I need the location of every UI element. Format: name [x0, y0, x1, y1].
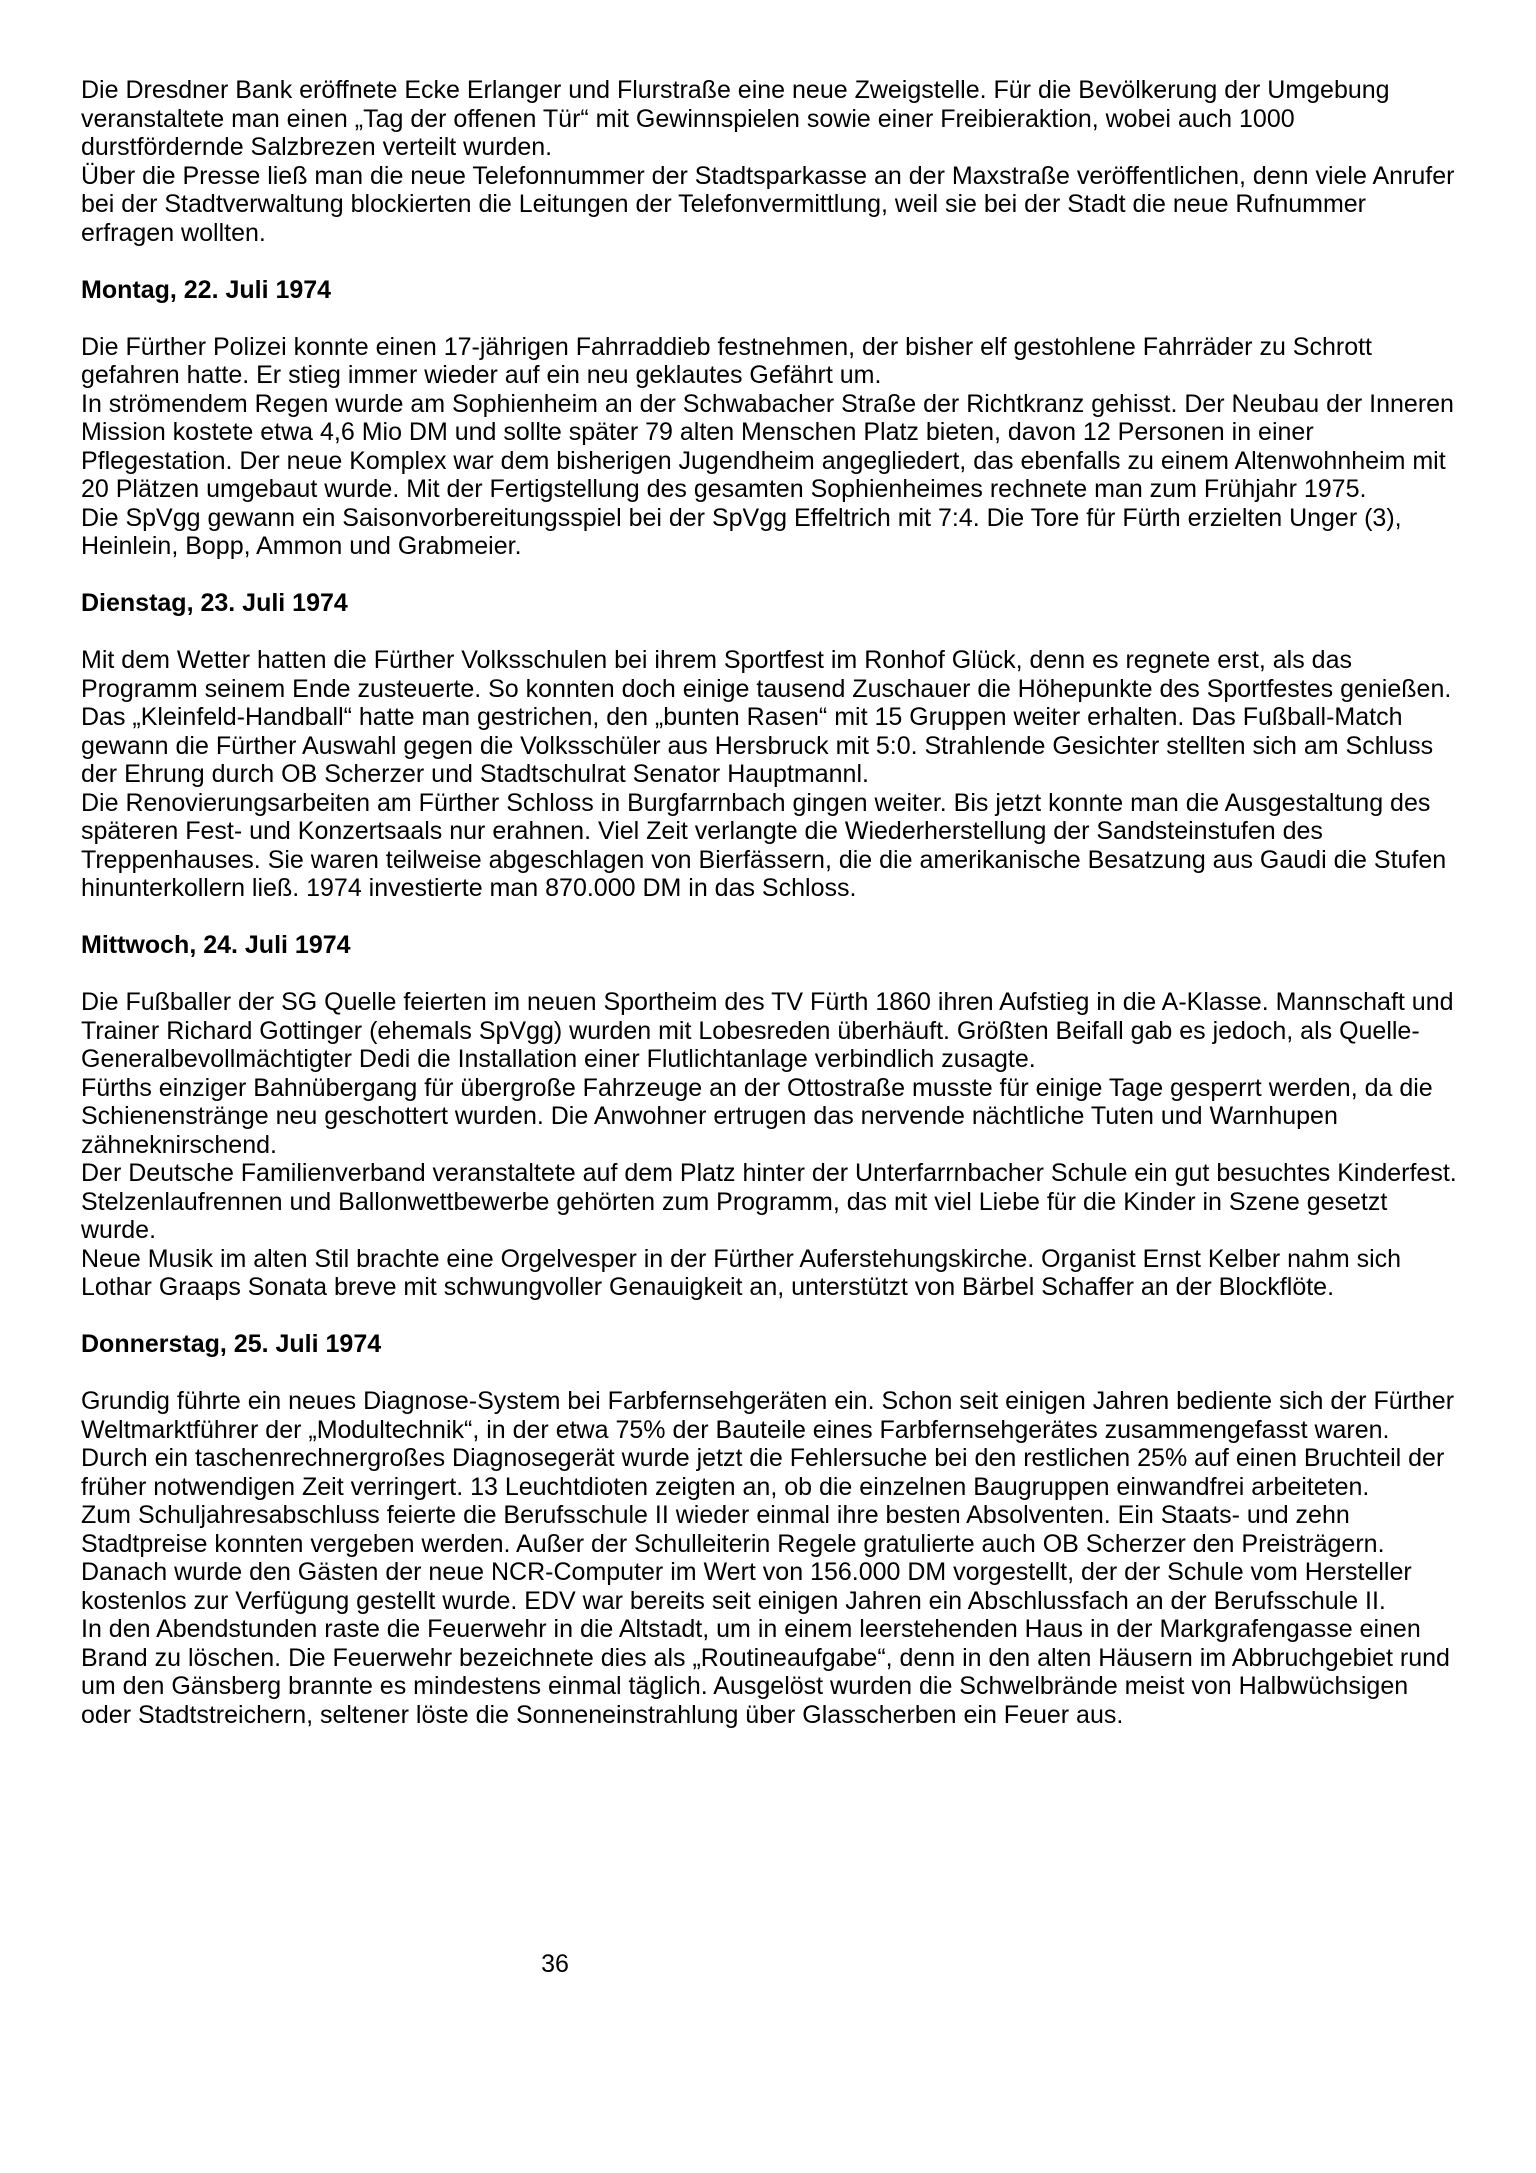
document-section [81, 1330, 1459, 1729]
section-heading: Montag, 22. Juli 1974 [81, 275, 332, 304]
paragraph: Die Fürther Polizei konnte einen 17-jährigen Fahrraddieb festnehmen, der bisher elf gestohlene Fahrräder zu Schrott gefahren hatte. Er stieg immer wieder auf ein neu geklautes Gefährt um. [81, 332, 1373, 389]
paragraph: In strömendem Regen wurde am Sophienheim an der Schwabacher Straße der Richtkranz gehisst. Der Neubau der Inneren Mission kostete etwa 4,6 Mio DM und sollte später 79 alten Menschen Platz bieten, davon 12 Personen in einer Pflegestation. Der neue Komplex war dem bisherigen Jugendheim angegliedert, das ebenfalls zu einem Altenwohnheim mit 20 Plätzen umgebaut wurde. Mit der Fertigstellung des gesamten Sophienheimes rechnete man zum Frühjahr 1975. [81, 389, 1454, 503]
document-section [81, 589, 1459, 903]
document-section [81, 276, 1459, 561]
document-section [81, 76, 1459, 247]
paragraph: Der Deutsche Familienverband veranstaltete auf dem Platz hinter der Unterfarrnbacher Schule ein gut besuchtes Kinderfest. Stelzenlaufrennen und Ballonwettbewerbe gehörten zum Programm, das mit viel Liebe für die Kinder in Szene gesetzt wurde. [81, 1159, 1457, 1244]
paragraph: Neue Musik im alten Stil brachte eine Orgelvesper in der Fürther Auferstehungskirche. Organist Ernst Kelber nahm sich Lothar Graaps Sonata breve mit schwungvoller Genauigkeit an, unterstützt von Bärbel Schaffer an der Blockflöte. [81, 1244, 1402, 1301]
paragraph: Über die Presse ließ man die neue Telefonnummer der Stadtsparkasse an der Maxstraße veröffentlichen, denn viele Anrufer bei der Stadtverwaltung blockierten die Leitungen der Telefonvermittlung, weil sie bei der Stadt die neue Rufnummer erfragen wollten. [81, 161, 1455, 247]
paragraph: Die Dresdner Bank eröffnete Ecke Erlanger und Flurstraße eine neue Zweigstelle. Für die Bevölkerung der Umgebung veranstaltete man einen „Tag der offenen Tür“ mit Gewinnspielen sowie einer Freibieraktion, wobei auch 1000 durstfördernde Salzbrezen verteilt wurden. [81, 76, 1390, 161]
paragraph: Die Fußballer der SG Quelle feierten im neuen Sportheim des TV Fürth 1860 ihren Aufstieg in die A-Klasse. Mannschaft und Trainer Richard Gottinger (ehemals SpVgg) wurden mit Lobesreden überhäuft. Größten Beifall gab es jedoch, als Quelle-Generalbevollmächtigter Dedi die Installation einer Flutlichtanlage verbindlich zusagte. [81, 988, 1454, 1073]
paragraph: Die Renovierungsarbeiten am Fürther Schloss in Burgfarrnbach gingen weiter. Bis jetzt konnte man die Ausgestaltung des späteren Fest- und Konzertsaals nur erahnen. Viel Zeit verlangte die Wiederherstellung der Sandsteinstufen des Treppenhauses. Sie waren teilweise abgeschlagen von Bierfässern, die die amerikanische Besatzung aus Gaudi die Stufen hinunterkollern ließ. 1974 investierte man 870.000 DM in das Schloss. [81, 788, 1447, 902]
section-heading: Dienstag, 23. Juli 1974 [81, 589, 348, 617]
page-number: 36 [541, 1950, 569, 1978]
paragraph: Fürths einziger Bahnübergang für übergroße Fahrzeuge an der Ottostraße musste für einige Tage gesperrt werden, da die Schienenstränge neu geschottert wurden. Die Anwohner ertrugen das nervende nächtliche Tuten und Warnhupen zähneknirschend. [81, 1073, 1433, 1159]
paragraph: Die SpVgg gewann ein Saisonvorbereitungsspiel bei der SpVgg Effeltrich mit 7:4. Die Tore für Fürth erzielten Unger (3), Heinlein, Bopp, Ammon und Grabmeier. [81, 503, 1402, 560]
paragraph: Zum Schuljahresabschluss feierte die Berufsschule II wieder einmal ihre besten Absolventen. Ein Staats- und zehn Stadtpreise konnten vergeben werden. Außer der Schulleiterin Regele gratulierte auch OB Scherzer den Preisträgern. Danach wurde den Gästen der neue NCR-Computer im Wert von 156.000 DM vorgestellt, der der Schule vom Hersteller kostenlos zur Verfügung gestellt wurde. EDV war bereits seit einigen Jahren ein Abschlussfach an der Berufsschule II. [81, 1501, 1412, 1615]
paragraph: In den Abendstunden raste die Feuerwehr in die Altstadt, um in einem leerstehenden Haus in der Markgrafengasse einen Brand zu löschen. Die Feuerwehr bezeichnete dies als „Routineaufgabe“, denn in den alten Häusern im Abbruchgebiet rund um den Gänsberg brannte es mindestens einmal täglich. Ausgelöst wurden die Schwelbrände meist von Halbwüchsigen oder Stadtstreichern, seltener löste die Sonneneinstrahlung über Glasscherben ein Feuer aus. [81, 1615, 1450, 1729]
document-content [81, 76, 1459, 1729]
section-heading: Mittwoch, 24. Juli 1974 [81, 931, 351, 959]
paragraph: Mit dem Wetter hatten die Fürther Volksschulen bei ihrem Sportfest im Ronhof Glück, denn es regnete erst, als das Programm seinem Ende zusteuerte. So konnten doch einige tausend Zuschauer die Höhepunkte des Sportfestes genießen. Das „Kleinfeld-Handball“ hatte man gestrichen, den „bunten Rasen“ mit 15 Gruppen weiter erhalten. Das Fußball-Match gewann die Fürther Auswahl gegen die Volksschüler aus Hersbruck mit 5:0. Strahlende Gesichter stellten sich am Schluss der Ehrung durch OB Scherzer und Stadtschulrat Senator Hauptmannl. [81, 646, 1452, 788]
section-heading: Donnerstag, 25. Juli 1974 [81, 1330, 382, 1358]
document-section [81, 931, 1459, 1302]
paragraph: Grundig führte ein neues Diagnose-System bei Farbfernsehgeräten ein. Schon seit einigen Jahren bediente sich der Fürther Weltmarktführer der „Modultechnik“, in der etwa 75% der Bauteile eines Farbfernsehgerätes zusammengefasst waren. Durch ein taschenrechnergroßes Diagnosegerät wurde jetzt die Fehlersuche bei den restlichen 25% auf einen Bruchteil der früher notwendigen Zeit verringert. 13 Leuchtdioten zeigten an, ob die einzelnen Baugruppen einwandfrei arbeiteten. [81, 1387, 1455, 1501]
